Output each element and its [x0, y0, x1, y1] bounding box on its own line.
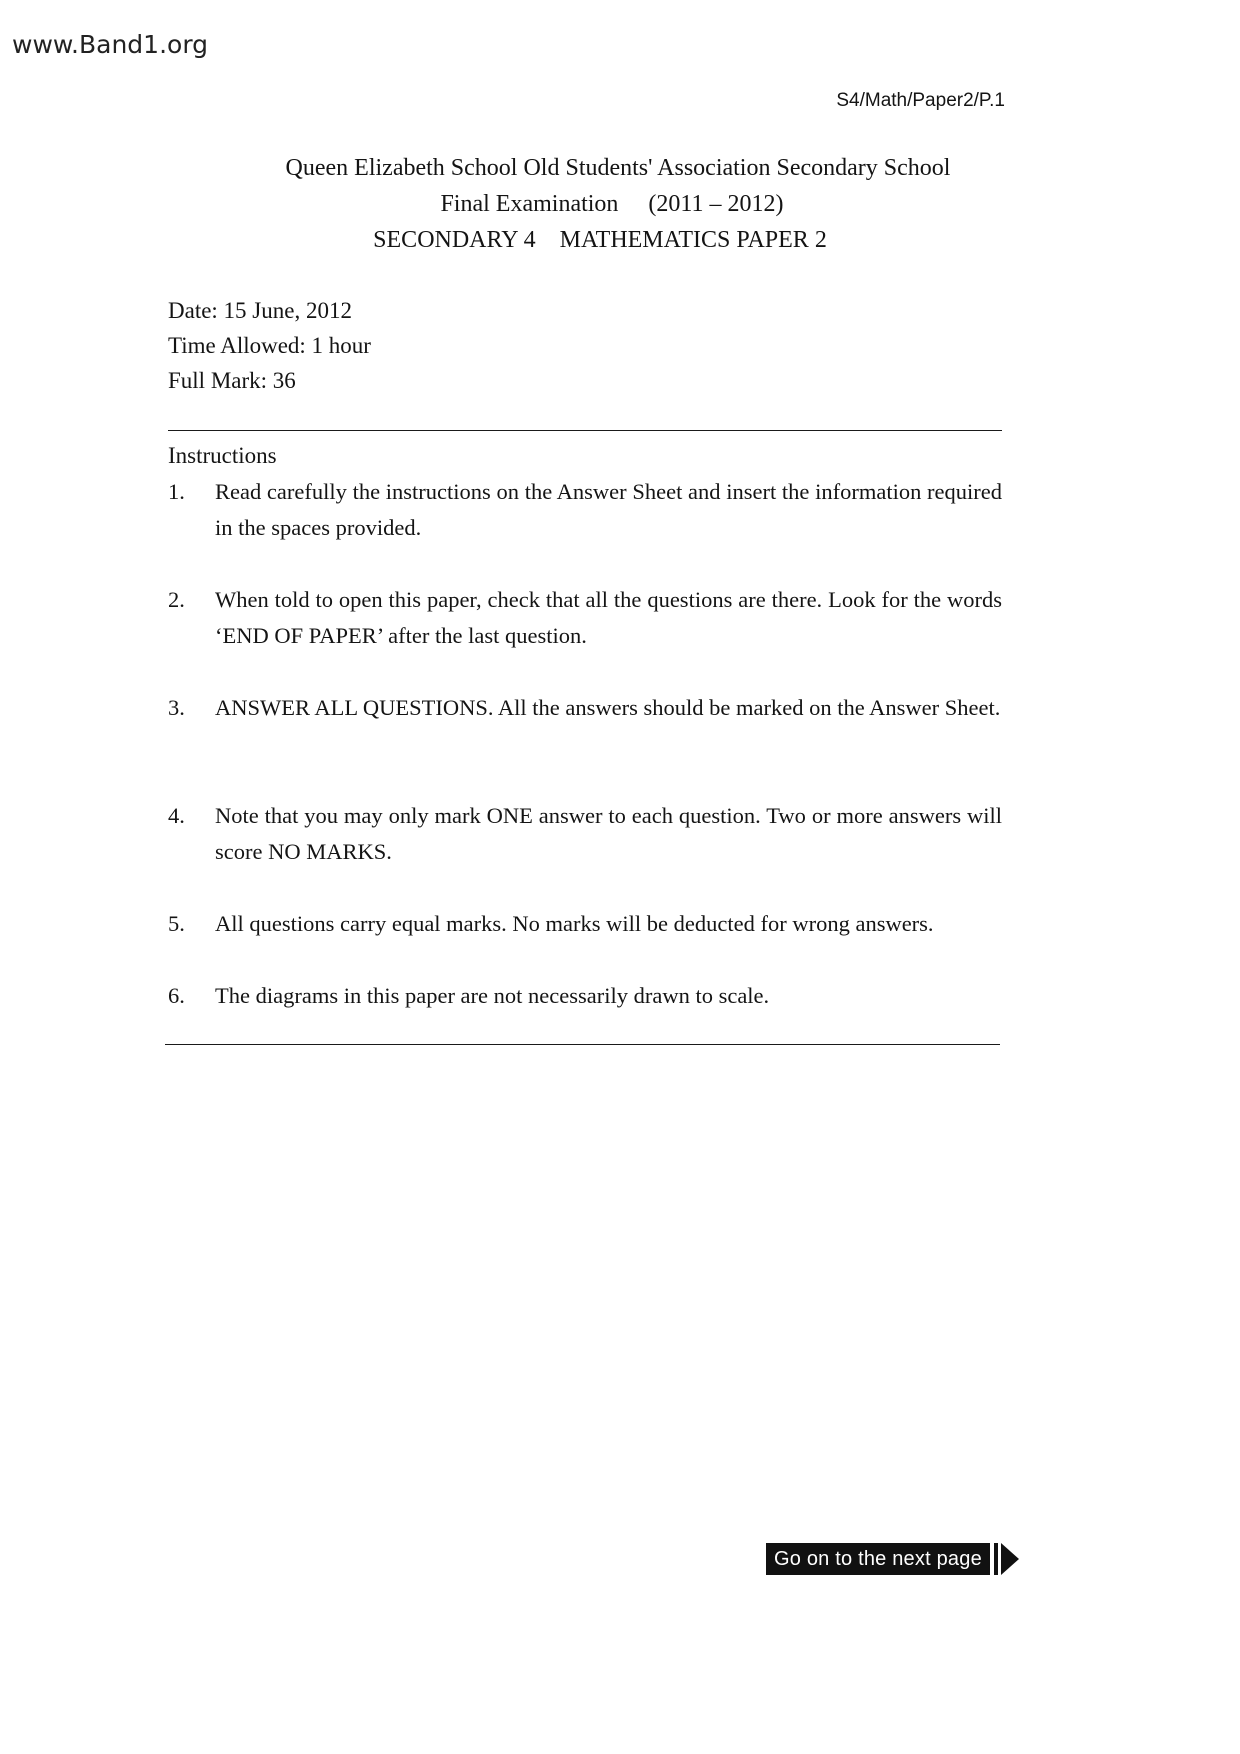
paper-subject: SECONDARY 4 MATHEMATICS PAPER 2 [373, 227, 827, 253]
instruction-item [168, 798, 1002, 870]
next-page-label: Go on to the next page [766, 1543, 990, 1575]
instruction-item [168, 474, 1002, 546]
school-name: Queen Elizabeth School Old Students' Association Secondary School [285, 155, 951, 181]
next-page-separator [994, 1543, 998, 1575]
instruction-number: 1. [168, 479, 185, 504]
instruction-text: Read carefully the instructions on the Answer Sheet and insert the information required in the spaces provided. [215, 479, 1002, 540]
instruction-text: ANSWER ALL QUESTIONS. All the answers should be marked on the Answer Sheet. [215, 695, 1001, 720]
instruction-number: 3. [168, 695, 185, 720]
time-allowed: Time Allowed: 1 hour [168, 333, 371, 358]
next-page-indicator [766, 1541, 1019, 1577]
watermark-url: www.Band1.org [12, 30, 209, 59]
instruction-text: Note that you may only mark ONE answer to each question. Two or more answers will score NO MARKS. [215, 803, 1002, 864]
exam-title: Final Examination (2011 – 2012) [440, 191, 784, 217]
instruction-text: When told to open this paper, check that all the questions are there. Look for the words ‘END OF PAPER’ after the last question. [215, 587, 1002, 648]
instruction-item [168, 906, 1002, 942]
top-divider [168, 430, 1002, 431]
bottom-divider [165, 1044, 1000, 1045]
instruction-item [168, 582, 1002, 654]
instruction-number: 5. [168, 911, 185, 936]
instruction-text: All questions carry equal marks. No marks will be deducted for wrong answers. [215, 911, 934, 936]
arrow-right-icon [1001, 1541, 1019, 1577]
page-code: S4/Math/Paper2/P.1 [836, 90, 1005, 111]
instruction-text: The diagrams in this paper are not necessarily drawn to scale. [215, 983, 770, 1008]
full-mark: Full Mark: 36 [168, 368, 296, 393]
instructions-title: Instructions [168, 443, 277, 468]
instruction-item [168, 978, 1002, 1014]
exam-date: Date: 15 June, 2012 [168, 298, 352, 323]
instruction-number: 2. [168, 587, 185, 612]
instruction-number: 6. [168, 983, 185, 1008]
instruction-number: 4. [168, 803, 185, 828]
instruction-item [168, 690, 1002, 726]
